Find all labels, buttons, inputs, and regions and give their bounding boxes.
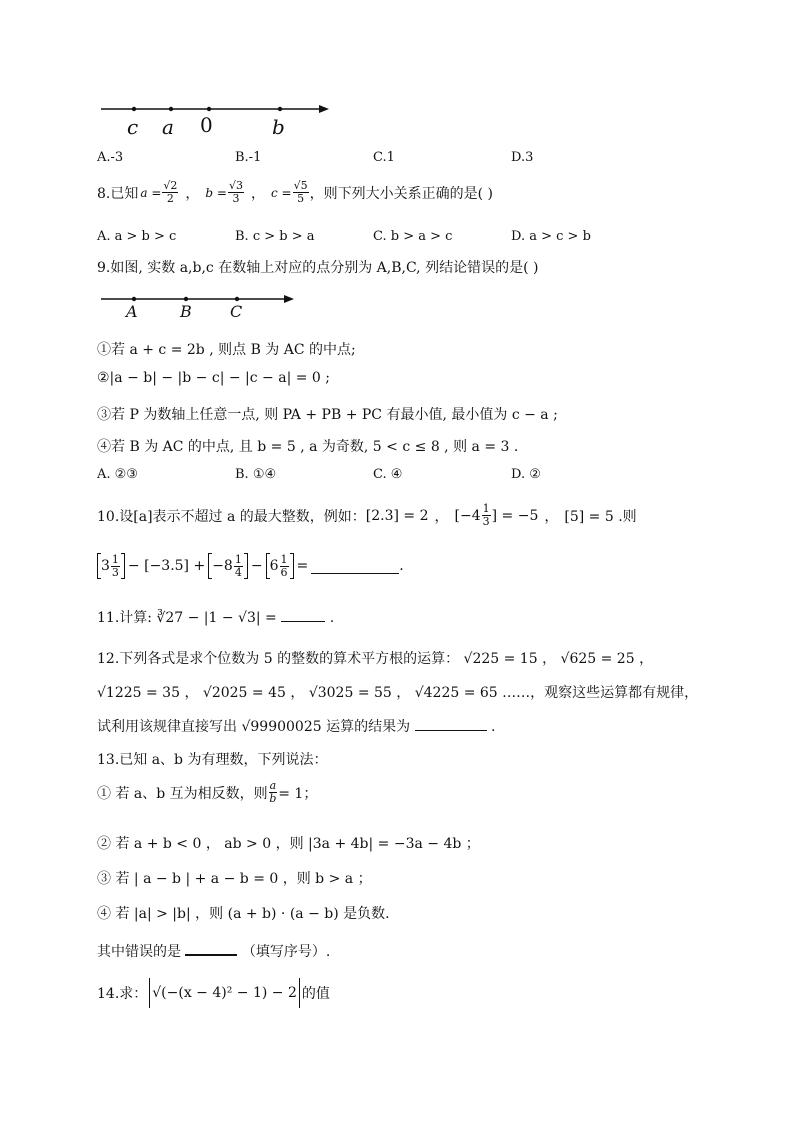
q8-a-num: √2	[163, 179, 178, 192]
q8-option-b: B. c > b > a	[235, 229, 315, 244]
q13-item-2: ② 若 a + b < 0 ， ab > 0 ，则 |3a + 4b| = −3a − 4b ；	[97, 836, 480, 852]
q8-stem-post: ，则下列大小关系正确的是( )	[309, 185, 493, 202]
q9-item-2: ②|a − b| − |b − c| − |c − a| = 0 ;	[97, 370, 331, 386]
q10-term-3-den: 4	[234, 565, 242, 579]
q11-expression: ∛27 − |1 − √3| =	[156, 610, 277, 626]
q10-term-1-den: 3	[111, 565, 119, 579]
q13-item-1-num: a	[269, 779, 277, 792]
q13-item-3: ③ 若 | a − b | + a − b = 0 ，则 b > a ；	[97, 871, 372, 887]
q8-stem: 8.已知 a = $\frac{√2}{2}$ ， b = $\frac{√3}{3}$ ， c = $\frac{√5}{5}$ ，则下列大小关系正确的是( )	[97, 179, 493, 205]
q12-line-3-post: 运算的结果为	[326, 719, 411, 735]
q10-minus: −	[250, 558, 263, 574]
q13-stem: 13.已知 a、b 为有理数，下列说法：	[97, 752, 328, 768]
q12-line-3	[97, 716, 495, 736]
q10-equals: =	[296, 558, 309, 574]
q9-label-c: C	[230, 302, 243, 321]
q12-line-2: √1225 = 35 ， √2025 = 45 ， √3025 = 55 ， √4225 = 65 ……，观察这些运算都有规律，	[97, 685, 699, 701]
q8-option-d: D. a > c > b	[511, 229, 591, 244]
q9-stem: 9.如图, 实数 a,b,c 在数轴上对应的点分别为 A,B,C, 列结论错误的是( )	[97, 260, 539, 276]
q12-eq-225: √225 = 15	[463, 651, 538, 667]
q10-line-2	[97, 553, 404, 579]
q9-item-3: ③若 P 为数轴上任意一点, 则 PA + PB + PC 有最小值, 最小值为 c − a ;	[97, 407, 558, 423]
q13-answer-pre: 其中错误的是	[97, 944, 181, 960]
q9-option-b: B. ①④	[235, 467, 277, 482]
q8-b-def: b =	[205, 185, 227, 200]
q11-end: .	[329, 610, 335, 626]
q9-option-d: D. ②	[511, 467, 541, 482]
q8-b-den: 3	[232, 192, 240, 205]
q10-term-1-int: 3	[101, 558, 110, 574]
q12-end: .	[491, 719, 496, 735]
q13-item-1-den: b	[269, 792, 277, 805]
q10-term-3-num: 1	[234, 552, 242, 566]
q12-eq-625: √625 = 25	[560, 651, 635, 667]
q8-c-den: 5	[297, 192, 305, 205]
q12-answer-blank[interactable]	[415, 716, 487, 731]
q9-item-4: ④若 B 为 AC 的中点, 且 b = 5 , a 为奇数, 5 < c ≤ 8 , 则 a = 3 .	[97, 439, 519, 455]
q10-line-1: 10.设[a]表示不超过 a 的最大整数，例如： [2.3] = 2 ， [−4 $\frac{1}{3}$ ] = −5 ， [5] = 5 .则	[97, 502, 637, 528]
q10-answer-blank[interactable]	[311, 559, 399, 574]
q12-eq-2025: √2025 = 45	[202, 685, 286, 701]
q13-answer	[97, 940, 330, 961]
q10-pre: 10.设[a]表示不超过 a 的最大整数，例如：	[97, 508, 366, 525]
numberline-label-zero: 0	[200, 113, 213, 137]
numberline-label-c: c	[127, 115, 139, 139]
q12-line-2-post: ……，观察这些运算都有规律，	[502, 685, 699, 701]
q13-item-4: ④ 若 |a| > |b| ，则 (a + b) · (a − b) 是负数.	[97, 906, 390, 922]
q10-term-1-num: 1	[111, 552, 119, 566]
q10-term-4-den: 6	[280, 565, 288, 579]
q8-option-a: A. a > b > c	[97, 229, 177, 244]
q12-eq-4225: √4225 = 65	[414, 685, 498, 701]
q10-example-2-num: 1	[482, 502, 490, 515]
q10-term-2: − [−3.5] +	[127, 558, 206, 574]
q10-example-1: [2.3] = 2	[365, 507, 429, 524]
q10-term-4-num: 1	[280, 552, 288, 566]
q10-term-3-int: −8	[212, 558, 233, 574]
q8-c-def: c =	[270, 185, 292, 200]
q8-c-num: √5	[293, 179, 308, 192]
q10-example-2-post: ] = −5	[491, 507, 539, 524]
numberline-label-a: a	[162, 115, 174, 139]
q10-end: .	[399, 558, 404, 574]
q9-item-1: ①若 a + c = 2b , 则点 B 为 AC 的中点;	[97, 342, 356, 358]
q7-option-c: C.1	[373, 150, 395, 165]
q13-item-1	[97, 780, 317, 805]
q10-term-4-int: 6	[269, 558, 279, 574]
q11-answer-blank[interactable]	[281, 607, 325, 622]
q11	[97, 607, 334, 627]
q12-eq-1225: √1225 = 35	[97, 685, 180, 701]
q9-label-b: B	[180, 302, 192, 321]
q14-expression: √(−(x − 4)² − 1) − 2	[152, 985, 297, 1001]
q8-b-num: √3	[228, 179, 243, 192]
q13-answer-post: （填写序号）.	[241, 944, 331, 960]
q13-item-1-post: = 1；	[278, 785, 318, 802]
q9-label-a: A	[126, 302, 138, 321]
q12-line-1: 12.下列各式是求个位数为 5 的整数的算术平方根的运算： √225 = 15 ， √625 = 25 ，	[97, 651, 654, 667]
q13-item-1-pre: ① 若 a、b 互为相反数，则	[97, 785, 268, 802]
q12-target-expression: √99900025	[241, 719, 322, 735]
numberline-label-b: b	[272, 115, 285, 139]
q12-eq-3025: √3025 = 55	[308, 685, 392, 701]
q7-option-a: A.-3	[97, 150, 124, 165]
q8-option-c: C. b > a > c	[373, 229, 453, 244]
q10-example-2-den: 3	[482, 515, 490, 528]
q8-stem-pre: 8.已知	[97, 185, 139, 202]
q14	[97, 978, 330, 1008]
q8-a-def: a =	[140, 185, 162, 200]
q10-example-3: [5] = 5 .则	[564, 508, 637, 525]
q7-option-d: D.3	[511, 150, 534, 165]
q12-line-3-pre: 试利用该规律直接写出	[97, 719, 237, 735]
q14-post: 的值	[301, 986, 330, 1002]
q14-pre: 14.求：	[97, 986, 148, 1002]
q9-option-c: C. ④	[373, 467, 403, 482]
q8-a-den: 2	[166, 192, 174, 205]
q13-answer-blank[interactable]	[185, 940, 237, 956]
q11-pre: 11.计算:	[97, 610, 152, 626]
q12-pre: 12.下列各式是求个位数为 5 的整数的算术平方根的运算：	[97, 651, 460, 667]
q10-example-2-pre: [−4	[454, 507, 481, 524]
q7-option-b: B.-1	[235, 150, 262, 165]
q9-option-a: A. ②③	[97, 467, 138, 482]
